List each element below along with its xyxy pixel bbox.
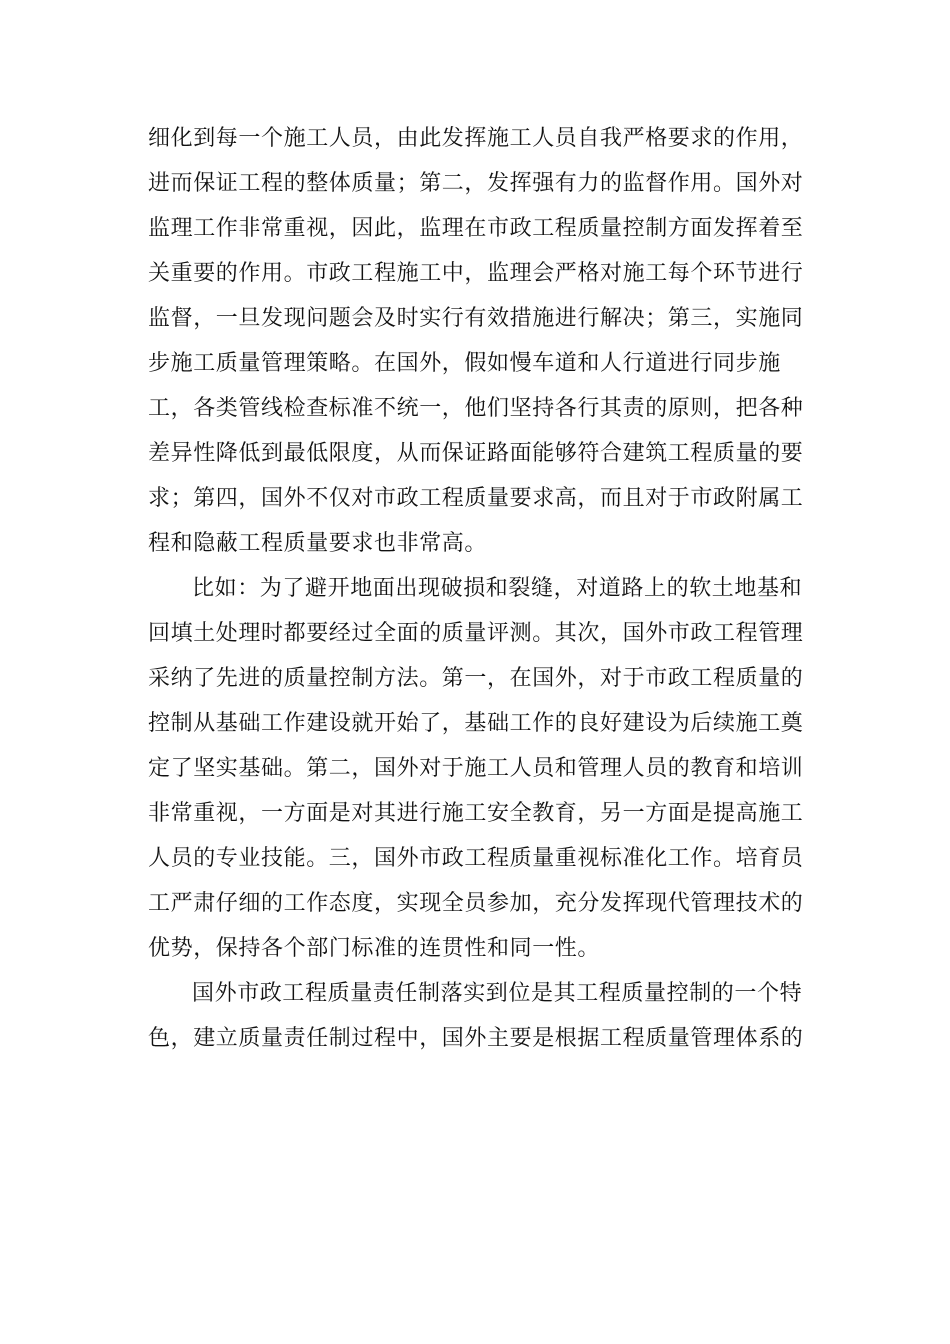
text-line: 细化到每一个施工人员，由此发挥施工人员自我严格要求的作用， bbox=[148, 126, 804, 151]
text-line: 求；第四，国外不仅对市政工程质量要求高，而且对于市政附属工 bbox=[148, 486, 804, 511]
text-line: 监督，一旦发现问题会及时实行有效措施进行解决；第三，实施同 bbox=[148, 306, 804, 331]
paragraph-1 bbox=[148, 116, 808, 566]
text-line: 回填土处理时都要经过全面的质量评测。其次，国外市政工程管理 bbox=[148, 621, 804, 646]
paragraph-2 bbox=[148, 566, 808, 971]
text-line: 控制从基础工作建设就开始了，基础工作的良好建设为后续施工奠 bbox=[148, 711, 804, 736]
text-line: 优势，保持各个部门标准的连贯性和同一性。 bbox=[148, 936, 601, 961]
text-line: 关重要的作用。市政工程施工中，监理会严格对施工每个环节进行 bbox=[148, 261, 804, 286]
text-line: 比如：为了避开地面出现破损和裂缝，对道路上的软土地基和 bbox=[192, 576, 803, 601]
paragraph-3 bbox=[148, 971, 808, 1061]
text-line: 采纳了先进的质量控制方法。第一，在国外，对于市政工程质量的 bbox=[148, 666, 804, 691]
text-line: 色，建立质量责任制过程中，国外主要是根据工程质量管理体系的 bbox=[148, 1026, 804, 1051]
text-line: 监理工作非常重视，因此，监理在市政工程质量控制方面发挥着至 bbox=[148, 216, 804, 241]
text-line: 进而保证工程的整体质量；第二，发挥强有力的监督作用。国外对 bbox=[148, 171, 804, 196]
text-line: 差异性降低到最低限度，从而保证路面能够符合建筑工程质量的要 bbox=[148, 441, 804, 466]
text-line: 非常重视，一方面是对其进行施工安全教育，另一方面是提高施工 bbox=[148, 801, 804, 826]
text-line: 人员的专业技能。三，国外市政工程质量重视标准化工作。培育员 bbox=[148, 846, 804, 871]
text-line: 定了坚实基础。第二，国外对于施工人员和管理人员的教育和培训 bbox=[148, 756, 804, 781]
text-line: 程和隐蔽工程质量要求也非常高。 bbox=[148, 531, 488, 556]
text-line: 国外市政工程质量责任制落实到位是其工程质量控制的一个特 bbox=[192, 981, 803, 1006]
text-line: 工，各类管线检查标准不统一，他们坚持各行其责的原则，把各种 bbox=[148, 396, 804, 421]
body-text bbox=[148, 116, 808, 1061]
text-line: 步施工质量管理策略。在国外，假如慢车道和人行道进行同步施 bbox=[148, 351, 781, 376]
text-line: 工严肃仔细的工作态度，实现全员参加，充分发挥现代管理技术的 bbox=[148, 891, 804, 916]
